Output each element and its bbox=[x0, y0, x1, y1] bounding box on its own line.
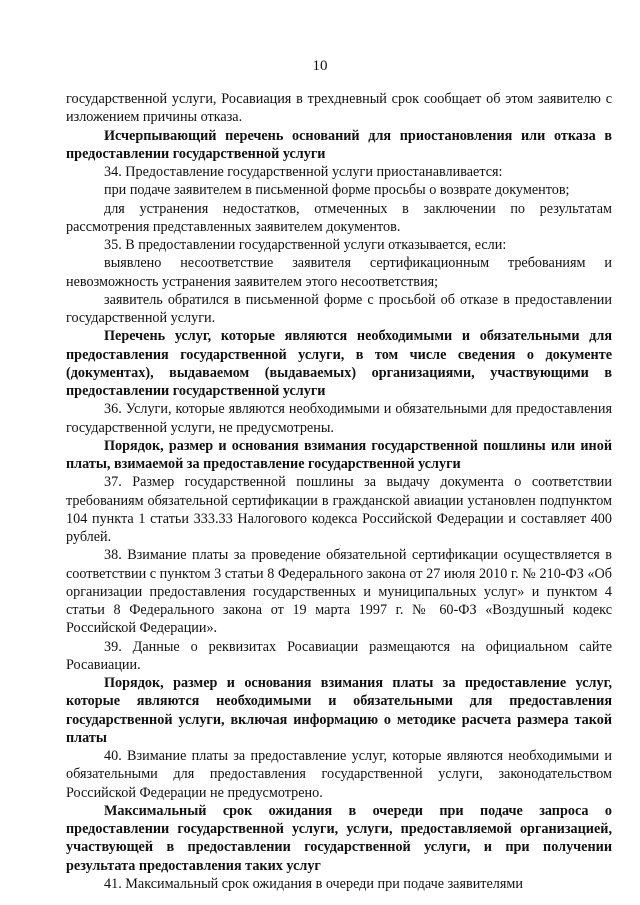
body-paragraph: при подаче заявителем в письменной форме просьбы о возврате документов; bbox=[104, 182, 570, 199]
section-heading: Перечень услуг, которые являются необходимыми и обязательными для предоставления государственной услуги, в том числе сведения о документе (документах), выдаваемом (выдаваемых) организациями, участвующими в предоставлении государственной услуги bbox=[66, 328, 612, 399]
document-body bbox=[66, 90, 612, 893]
body-paragraph: 39. Данные о реквизитах Росавиации размещаются на официальном сайте Росавиации. bbox=[66, 638, 612, 673]
section-heading: Порядок, размер и основания взимания государственной пошлины или иной платы, взимаемой за предоставление государственной услуги bbox=[66, 437, 612, 472]
body-paragraph: 40. Взимание платы за предоставление услуг, которые являются необходимыми и обязательными для предоставления государственной услуги, законодательством Российской Федерации не предусмотрено. bbox=[66, 748, 612, 801]
body-paragraph: выявлено несоответствие заявителя сертификационным требованиям и невозможность устранения заявителем этого несоответствия; bbox=[66, 255, 612, 290]
section-heading: Максимальный срок ожидания в очереди при подаче запроса о предоставлении государственной услуги, услуги, предоставляемой организацией, участвующей в предоставлении государственной услуги, и при получении результата предоставления таких услуг bbox=[66, 802, 612, 874]
page-number: 10 bbox=[312, 58, 328, 74]
body-paragraph: 41. Максимальный срок ожидания в очереди при подаче заявителями bbox=[104, 875, 523, 892]
body-paragraph: для устранения недостатков, отмеченных в заключении по результатам рассмотрения представленных заявителем документов. bbox=[66, 200, 612, 235]
body-paragraph: 35. В предоставлении государственной услуги отказывается, если: bbox=[104, 237, 507, 253]
section-heading: Порядок, размер и основания взимания платы за предоставление услуг, которые являются необходимыми и обязательными для предоставления государственной услуги, включая информацию о методике расчета размера такой платы bbox=[66, 675, 612, 746]
body-paragraph: 37. Размер государственной пошлины за выдачу документа о соответствии требованиям обязательной сертификации в гражданской авиации установлен подпунктом 104 пункта 1 статьи 333.33 Налогового кодекса Российской Федерации и составляет 400 рублей. bbox=[66, 474, 612, 545]
body-paragraph: 34. Предоставление государственной услуги приостанавливается: bbox=[104, 164, 503, 180]
body-paragraph: 36. Услуги, которые являются необходимыми и обязательными для предоставления государственной услуги, не предусмотрены. bbox=[66, 401, 612, 436]
section-heading: Исчерпывающий перечень оснований для приостановления или отказа в предоставлении государственной услуги bbox=[66, 127, 612, 162]
body-paragraph: заявитель обратился в письменной форме с просьбой об отказе в предоставлении государственной услуги. bbox=[66, 291, 612, 326]
body-paragraph: 38. Взимание платы за проведение обязательной сертификации осуществляется в соответствии с пунктом 3 статьи 8 Федерального закона от 27 июля 2010 г. № 210-ФЗ «Об организации предоставления государственных и муниципальных услуг» и пунктом 4 статьи 8 Федерального закона от 19 марта 1997 г. № 60-ФЗ «Воздушный кодекс Российской Федерации». bbox=[66, 547, 612, 637]
body-paragraph: государственной услуги, Росавиация в трехдневный срок сообщает об этом заявителю с изложением причины отказа. bbox=[66, 91, 612, 126]
